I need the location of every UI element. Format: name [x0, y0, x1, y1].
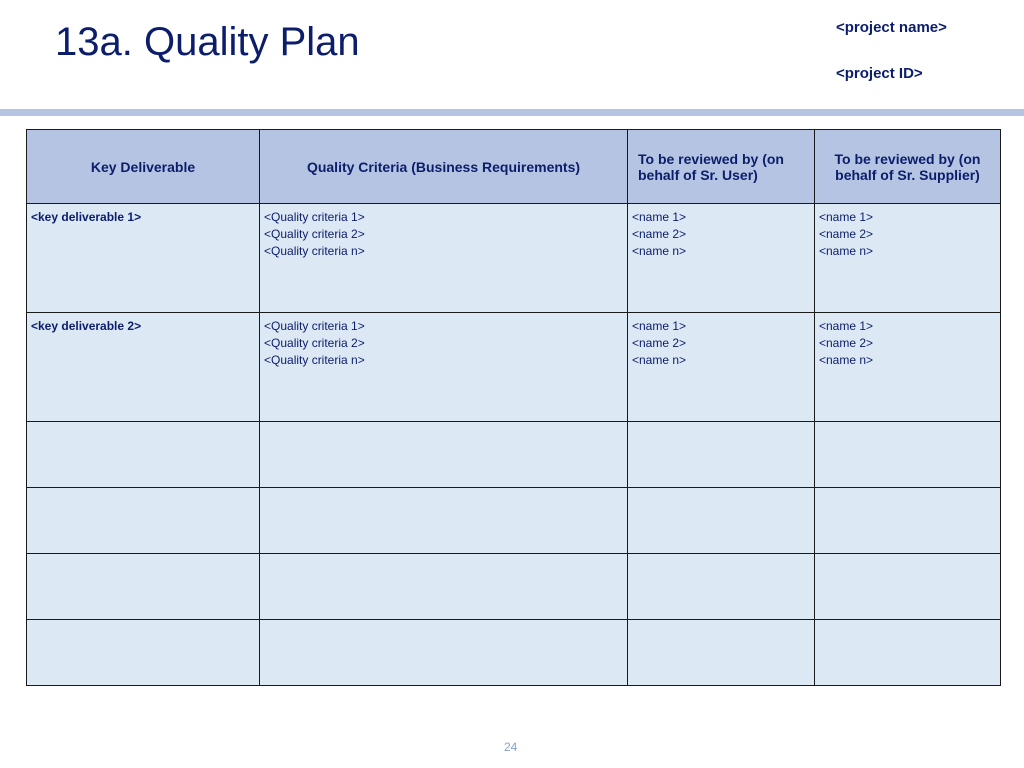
table-row: [27, 313, 1001, 422]
criteria-item: <Quality criteria 1>: [264, 210, 365, 224]
criteria-item: <Quality criteria n>: [264, 353, 365, 367]
header-key-deliverable: Key Deliverable: [27, 130, 260, 204]
empty-cell[interactable]: [260, 554, 628, 620]
user-reviewer-cell[interactable]: [628, 204, 815, 313]
header-reviewer-sr-supplier: To be reviewed by (on behalf of Sr. Supplier): [815, 130, 1001, 204]
project-name: <project name>: [836, 19, 947, 36]
reviewer-name: <name 1>: [819, 210, 874, 224]
empty-cell[interactable]: [260, 488, 628, 554]
empty-cell[interactable]: [27, 422, 260, 488]
criteria-item: <Quality criteria 1>: [264, 319, 365, 333]
reviewer-name: <name 2>: [632, 336, 687, 350]
deliverable-cell[interactable]: [27, 204, 260, 313]
empty-table-row: [27, 620, 1001, 686]
slide-title: 13a. Quality Plan: [55, 20, 360, 64]
empty-cell[interactable]: [260, 620, 628, 686]
table-row: [27, 204, 1001, 313]
reviewer-name: <name 1>: [632, 319, 687, 333]
reviewer-name: <name 1>: [819, 319, 874, 333]
project-id: <project ID>: [836, 65, 923, 82]
empty-cell[interactable]: [260, 422, 628, 488]
empty-cell[interactable]: [628, 620, 815, 686]
empty-table-row: [27, 554, 1001, 620]
empty-table-row: [27, 422, 1001, 488]
quality-plan-table: [26, 129, 1001, 686]
empty-cell[interactable]: [628, 488, 815, 554]
reviewer-name: <name n>: [632, 353, 687, 367]
empty-cell[interactable]: [27, 554, 260, 620]
reviewer-name: <name 2>: [819, 227, 874, 241]
deliverable-text: <key deliverable 1>: [31, 210, 142, 224]
header-quality-criteria: Quality Criteria (Business Requirements): [260, 130, 628, 204]
empty-cell[interactable]: [628, 554, 815, 620]
supplier-reviewer-cell[interactable]: [815, 204, 1001, 313]
reviewer-name: <name 2>: [632, 227, 687, 241]
page-number: 24: [504, 740, 518, 754]
empty-cell[interactable]: [815, 620, 1001, 686]
deliverable-text: <key deliverable 2>: [31, 319, 142, 333]
empty-cell[interactable]: [815, 488, 1001, 554]
empty-cell[interactable]: [27, 488, 260, 554]
reviewer-name: <name n>: [819, 353, 874, 367]
criteria-item: <Quality criteria n>: [264, 244, 365, 258]
criteria-item: <Quality criteria 2>: [264, 227, 365, 241]
header-reviewer-sr-user: To be reviewed by (on behalf of Sr. User): [628, 130, 815, 204]
reviewer-name: <name 2>: [819, 336, 874, 350]
empty-cell[interactable]: [27, 620, 260, 686]
reviewer-name: <name n>: [819, 244, 874, 258]
table-header-row: [27, 130, 1001, 204]
supplier-reviewer-cell[interactable]: [815, 313, 1001, 422]
empty-cell[interactable]: [628, 422, 815, 488]
empty-table-row: [27, 488, 1001, 554]
deliverable-cell[interactable]: [27, 313, 260, 422]
empty-cell[interactable]: [815, 554, 1001, 620]
reviewer-name: <name 1>: [632, 210, 687, 224]
user-reviewer-cell[interactable]: [628, 313, 815, 422]
criteria-cell[interactable]: [260, 313, 628, 422]
criteria-cell[interactable]: [260, 204, 628, 313]
empty-cell[interactable]: [815, 422, 1001, 488]
criteria-item: <Quality criteria 2>: [264, 336, 365, 350]
header-divider: [0, 109, 1024, 116]
reviewer-name: <name n>: [632, 244, 687, 258]
